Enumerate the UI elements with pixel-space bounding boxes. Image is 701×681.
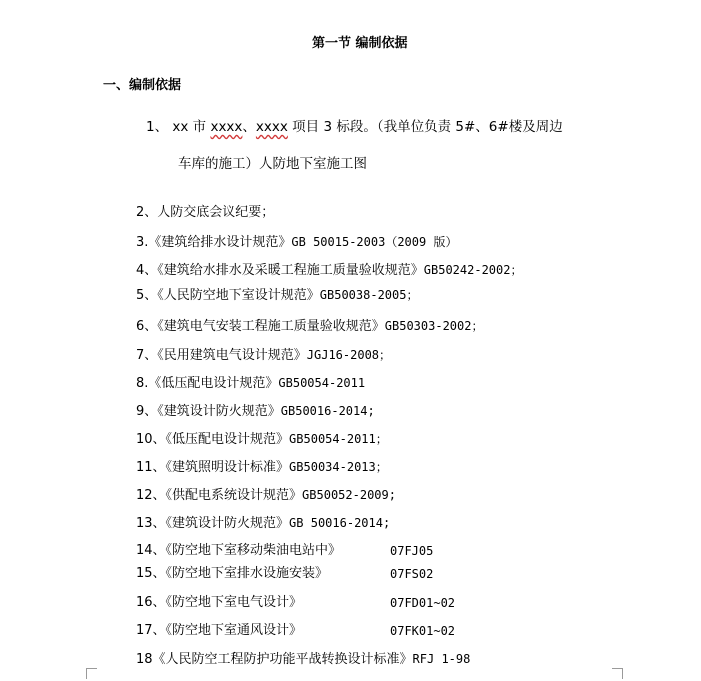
standard-code: GB50242-2002； <box>423 263 523 277</box>
list-item <box>136 566 328 582</box>
item-1-prefix: xx 市 <box>172 119 211 135</box>
list-item-label: 12、《供配电系统设计规范》 <box>136 488 303 503</box>
page-title: 第一节 编制依据 <box>312 36 408 51</box>
standard-code: GB50054-2011； <box>289 432 388 446</box>
list-item-label: 2、人防交底会议纪要； <box>136 205 275 220</box>
spellcheck-word: xxxx <box>210 119 243 135</box>
standard-code: GB50054-2011 <box>278 376 366 390</box>
list-item <box>136 318 483 335</box>
list-item <box>136 651 470 668</box>
list-item-label: 3.《建筑给排水设计规范》 <box>136 235 292 250</box>
list-item-1-line-1 <box>146 119 563 135</box>
list-item-label: 7、《民用建筑电气设计规范》 <box>136 348 307 363</box>
standard-code: GB 50015-2003（2009 版） <box>291 235 458 249</box>
standard-code: GB50038-2005； <box>319 288 419 302</box>
standard-code: GB50034-2013； <box>289 460 388 474</box>
standard-code: JGJ16-2008； <box>306 348 392 362</box>
standard-code: RFJ 1-98 <box>412 652 471 666</box>
list-item-label: 14、《防空地下室移动柴油电站中》 <box>136 543 342 558</box>
item-1-number: 1、 <box>146 119 169 135</box>
spellcheck-word: xxxx <box>255 119 288 135</box>
list-item <box>136 205 274 221</box>
list-item <box>136 431 388 448</box>
standard-code: GB50016-2014; <box>280 404 375 418</box>
list-item-1-line-2: 车库的施工）人防地下室施工图 <box>178 156 367 172</box>
standard-code: GB 50016-2014; <box>289 516 391 530</box>
atlas-code: 07FK01~02 <box>390 624 456 638</box>
list-item-label: 9、《建筑设计防火规范》 <box>136 404 281 419</box>
item-1-text: 项目 3 标段。（我单位负责 5#、6#楼及周边 <box>287 119 563 135</box>
standard-code: GB50052-2009; <box>302 488 396 502</box>
item-1-separator: 、 <box>242 119 256 135</box>
page-margin-corner-mark <box>612 668 623 679</box>
list-item <box>136 347 391 364</box>
list-item-label: 17、《防空地下室通风设计》 <box>136 623 303 638</box>
page-margin-corner-mark <box>86 668 97 679</box>
list-item-label: 11、《建筑照明设计标准》 <box>136 460 290 475</box>
list-item <box>136 595 302 611</box>
list-item <box>136 262 522 279</box>
list-item <box>136 515 390 532</box>
atlas-code: 07FJ05 <box>390 544 434 558</box>
list-item-label: 4、《建筑给水排水及采暖工程施工质量验收规范》 <box>136 263 424 278</box>
list-item <box>136 459 388 476</box>
list-item <box>136 287 418 304</box>
list-item-label: 13、《建筑设计防火规范》 <box>136 516 290 531</box>
section-heading: 一、编制依据 <box>103 78 182 93</box>
list-item <box>136 234 457 251</box>
list-item <box>136 487 396 504</box>
list-item-label: 15、《防空地下室排水设施安装》 <box>136 566 329 581</box>
list-item-label: 5、《人民防空地下室设计规范》 <box>136 288 320 303</box>
atlas-code: 07FS02 <box>390 567 434 581</box>
list-item-label: 18《人民防空工程防护功能平战转换设计标准》 <box>136 652 413 667</box>
list-item <box>136 623 302 639</box>
list-item-label: 10、《低压配电设计规范》 <box>136 432 290 447</box>
list-item <box>136 543 341 559</box>
atlas-code: 07FD01~02 <box>390 596 456 610</box>
list-item-label: 16、《防空地下室电气设计》 <box>136 595 303 610</box>
standard-code: GB50303-2002； <box>384 319 484 333</box>
list-item-label: 8.《低压配电设计规范》 <box>136 376 279 391</box>
list-item <box>136 375 365 392</box>
list-item <box>136 403 375 420</box>
list-item-label: 6、《建筑电气安装工程施工质量验收规范》 <box>136 319 385 334</box>
